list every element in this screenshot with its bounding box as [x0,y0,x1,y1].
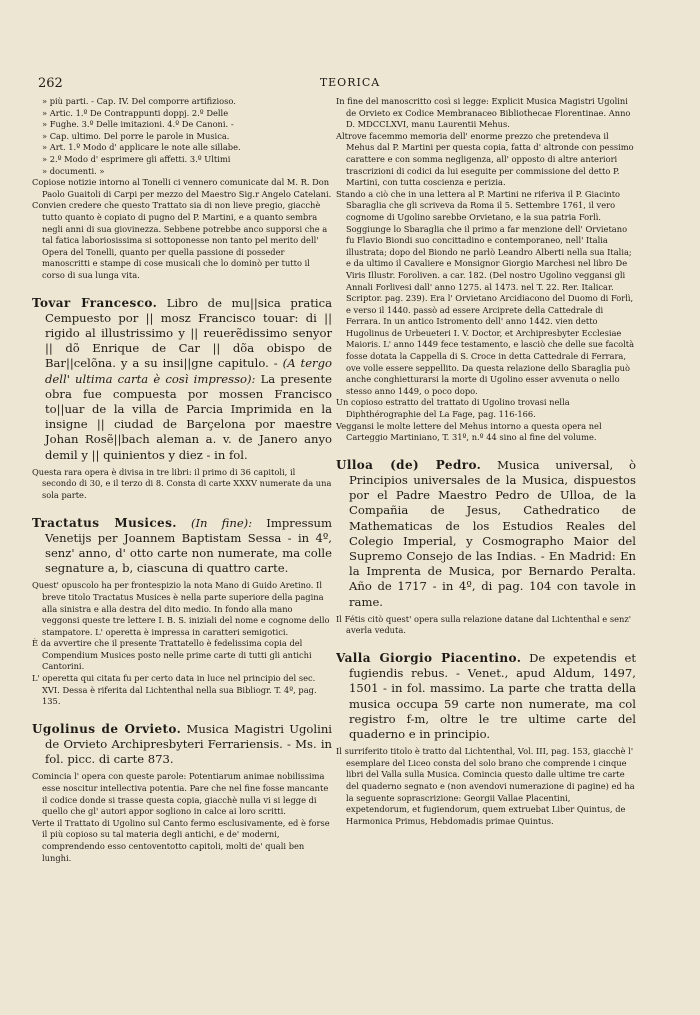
entry-ulloa-text: Musica universal, ò Principios universales de la Musica, dispuestos por el Padre Maestro Pedro de Ulloa, de la Compañia de Jesus, Cathedratico de Mathematicas de los Estudios Reales del Colegio Imperial, y Cosmographo Maior del Supremo Consejo de las Indias. - En Madrid: En la Imprenta de Musica, por Bernardo Peralta. Año de 1717 - in 4º, di pag. 104 con tavole in rame. [349,457,636,609]
note-ugolinus-cont: Veggansi le molte lettere del Mehus intorno a questa opera nel Carteggio Martiniano, T. 31º, n.º 44 sino al fine del volume. [336,420,602,443]
page-header [30,72,670,92]
entry-ugolinus [32,722,332,768]
note-ugolinus-cont: Altrove facemmo memoria dell' enorme prezzo che pretendeva il Mehus dal P. Martini per questa copia, fatta d' altronde con pessimo carattere e con somma negligenza, all' opposto di altre anteriori trascrizioni di codici da lui eseguite per commissione del detto P. Martini, con tutta coscienza e perizia. [336,130,634,188]
entry-valla [336,651,636,742]
headword-ugolinus: Ugolinus de Orvieto. [32,721,182,736]
entry-tovar-text: Libro de mu||sica pratica Cempuesto por || mosz Francisco touar: di || rigido al illustrissimo y || reuerẽdissimo senyor || dõ Enrique de Car || dõa obispo de Bar||celõna. y a su insi||gne capitulo. - [45,295,333,371]
right-column [336,96,636,827]
entry-tovar [32,296,332,463]
contents-line: » più parti. - Cap. IV. Del comporre artifizioso. [42,96,236,106]
contents-line: » Artic. 1.º De Contrappunti doppj. 2.º Delle [42,107,229,118]
headword-ulloa: Ulloa (de) Pedro. [336,457,482,472]
running-title: TEORICA [319,76,381,89]
note-valla: Il surriferito titolo è tratto dal Lichtenthal, Vol. III, pag. 153, giacchè l' esemplare del Liceo consta del solo brano che comprende i cinque libri del Valla sulla Musica. Comincia questo dalle ultime tre carte del quaderno segnato e (non avendovi numerazione di pagine) ed ha la seguente soprascrizione: Georgii Vallae Placentini, expetendorum, et fugiendorum, quem extruebat Liber Quintus, de Harmonica Primus, Hebdomadis primae Quintus. [336,746,635,826]
note-copiose: Copiose notizie intorno al Tonelli ci vennero comunicate dal M. R. Don Paolo Guaitoli di Carpi per mezzo del Maestro Sig.r Angelo Catelani. [32,177,332,199]
headword-tractatus: Tractatus Musices. [32,515,177,530]
headword-valla: Valla Giorgio Piacentino. [336,651,522,666]
note-ugolinus: Verte il Trattato di Ugolino sul Canto fermo esclusivamente, ed è forse il più copioso su tal materia degli antichi, e de' moderni, comprendendo esso centoventotto capitoli, molti de' quali ben lunghi. [32,817,330,863]
entry-valla-text: De expetendis et fugiendis rebus. - Venet., apud Aldum, 1497, 1501 - in fol. massimo. La parte che tratta della musica occupa 59 carte non numerate, ma col registro f-m, oltre le tre ultime carte del quaderno e in principio. [349,651,637,742]
contents-line: » Fughe. 3.º Delle imitazioni. 4.º De Canoni. - [42,119,234,130]
contents-line: » Art. 1.º Modo d' applicare le note alle sillabe. [42,142,241,153]
entry-ulloa [336,458,636,610]
note-tractatus: L' operetta qui citata fu per certo data in luce nel principio del sec. XVI. Dessa è riferita dal Lichtenthal nella sua Bibliogr. T. 4º, pag. 135. [32,673,317,707]
left-column [32,96,332,864]
note-ulloa: Il Fétis citò quest' opera sulla relazione datane dal Lichtenthal e senz' averla veduta. [336,613,631,636]
note-tractatus: È da avvertire che il presente Trattatello è fedelissima copia del Compendium Musices posto nelle prime carte di tutti gli antichi Cantorini. [32,638,312,672]
headword-tovar: Tovar Francesco. [32,295,158,310]
contents-line: » Cap. ultimo. Del porre le parole in Musica. [42,130,230,141]
page-number: 262 [38,76,63,91]
note-ugolinus-cont: In fine del manoscritto così si legge: Explicit Musica Magistri Ugolini de Orvieto ex Codice Membranaceo Bibliothecae Florentinae. Anno D. MDCCLXVI, manu Laurentii Mehus. [336,96,631,130]
entry-tractatus-italic: (In fine): [190,515,253,530]
note-ugolinus-cont: Stando a ciò che in una lettera al P. Martini ne riferiva il P. Giacinto Sbaraglia che gli scriveva da Roma il 5. Settembre 1761, il vero cognome di Ugolino sarebbe Orvietano, e la sua patria Forlì. Soggiunge lo Sbaraglia che il primo a far menzione dell' Orvietano fu Flavio Biondi suo concittadino e contemporaneo, nell' Italia illustrata; dopo del Biondo ne parlò Leandro Alberti nella sua Italia; e da ultimo il Cavaliere e Monsignor Giorgio Marchesi nel libro De Viris Illustr. Foroliven. a car. 182. (Del nostro Ugolino veggansi gli Annali Forlivesi dall' anno 1275. al 1473. nel T. 22. Rer. Italicar. Scriptor. pag. 239). Era l' Orvietano Arcidiacono del Duomo di Forlì, e verso il 1440. passò ad essere Arciprete della Cattedrale di Ferrara. In un antico Istromento dell' anno 1442. vien detto Hugolinus de Urbeueteri I. V. Doctor, et Archipresbyter Ecclesiae Maioris. L' anno 1449 fece testamento, e lasciò che delle sue facoltà fosse dotata la Cappella di S. Croce in detta Cattedrale di Ferrara, ove volle essere seppellito. Da questa relazione dello Sbaraglia può anche conghietturarsi la morte di Ugolino esser avvenuta o nello stesso anno 1449, o poco dopo. [336,188,635,396]
note-convien: Convien credere che questo Trattato sia di non lieve pregio, giacchè tutto quanto è copiato di pugno del P. Martini, e a quanto sembra negli anni di sua giovinezza. Sebbene potrebbe anco supporsi che a tal fatica laboriosissima si sottoponesse non tanto pel merito dell' Opera del Tonelli, quanto per quella passione di posseder manoscritti e stampe di cose musicali che lo dominò per tutto il corso di sua lunga vita. [32,200,328,280]
note-ugolinus-cont: Un copioso estratto del trattato di Ugolino trovasi nella Diphthérographie del La Fage, pag. 116-166. [336,397,570,420]
contents-list [32,96,332,177]
note-tractatus: Quest' opuscolo ha per frontespizio la nota Mano di Guido Aretino. Il breve titolo Tractatus Musices è nella parte superiore della pagina alla sinistra e alla destra del dito medio. In fondo alla mano veggonsi queste tre lettere I. B. S. iniziali del nome e cognome dello stampatore. L' operetta è impressa in caratteri semigotici. [32,580,330,637]
entry-tovar-text2: La presente obra fue compuesta por mossen Francisco to||uar de la villa de Parcia Imprimida en la insigne || ciudad de Barçelona por maestre Johan Rosẽ||bach aleman a. v. de Janero anyo demil y || quinientos y diez - in fol. [45,371,332,462]
entry-tractatus-text: Impressum Venetijs per Joannem Baptistam Sessa - in 4º, senz' anno, d' otto carte non numerate, ma colle segnature a, b, ciascuna di quattro carte. [45,515,333,576]
contents-line: » 2.º Modo d' esprimere gli affetti. 3.º Ultimi [42,153,231,164]
contents-line: » documenti. » [42,165,105,176]
note-ugolinus: Comincia l' opera con queste parole: Potentiarum animae nobilissima esse noscitur intellectiva potentia. Pare che nel fine fosse mancante il codice donde si trasse questa copia, giacchè nulla vi si legge di quello che gl' autori appor sogliono in calce ai loro scritti. [32,771,329,817]
note-tovar: Questa rara opera è divisa in tre libri: il primo di 36 capitoli, il secondo di 30, e il terzo di 8. Consta di carte XXXV numerate da una sola parte. [32,466,332,500]
entry-tovar-italic: (A tergo dell' ultima carta è così impresso): [45,356,332,386]
entry-ugolinus-text: Musica Magistri Ugolini de Orvieto Archipresbyteri Ferrariensis. - Ms. in fol. picc. di carte 873. [45,721,332,767]
entry-tractatus [32,516,332,577]
